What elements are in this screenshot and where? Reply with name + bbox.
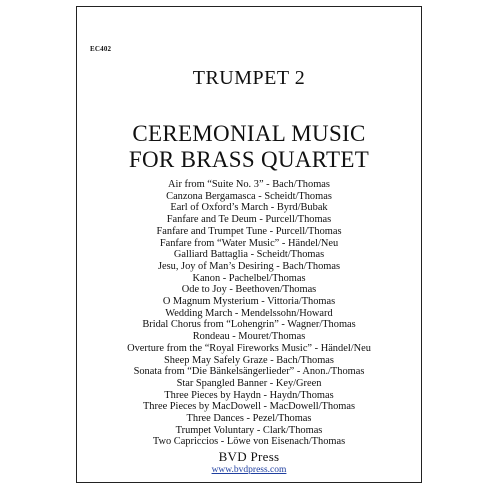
piece-item: Wedding March - Mendelssohn/Howard [165,307,333,319]
piece-item: O Magnum Mysterium - Vittoria/Thomas [162,296,336,308]
piece-item: Air from “Suite No. 3” - Bach/Thomas [168,179,330,190]
part-name: TRUMPET 2 [192,67,306,89]
piece-item: Kanon - Pachelbel/Thomas [192,272,306,284]
piece-item: Overture from the “Royal Fireworks Music” - Händel/Neu [127,342,371,354]
piece-item: Three Pieces by Haydn - Haydn/Thomas [164,389,334,401]
sheet-music-cover [76,6,422,483]
piece-item: Trumpet Voluntary - Clark/Thomas [175,424,323,436]
piece-item: Rondeau - Mouret/Thomas [192,331,306,343]
publisher-name: BVD Press [218,449,280,464]
piece-item: Canzona Bergamasca - Scheidt/Thomas [166,190,332,202]
title-line: FOR BRASS QUARTET [128,147,370,172]
piece-item: Fanfare and Trumpet Tune - Purcell/Thomas [156,225,342,237]
piece-item: Jesu, Joy of Man’s Desiring - Bach/Thomas [157,260,341,272]
piece-item: Three Dances - Pezel/Thomas [186,413,312,425]
publisher-website-link[interactable]: www.bvdpress.com [211,465,287,475]
piece-item: Fanfare from “Water Music” - Händel/Neu [159,237,339,249]
piece-item: Earl of Oxford’s March - Byrd/Bubak [170,202,328,214]
piece-item: Bridal Chorus from “Lohengrin” - Wagner/Thomas [142,319,356,331]
piece-item: Two Capriccios - Löwe von Eisenach/Thomas [152,436,346,448]
collection-title [77,121,421,173]
piece-item: Star Spangled Banner - Key/Green [176,377,322,389]
piece-item: Three Pieces by MacDowell - MacDowell/Thomas [142,401,356,413]
piece-list [77,179,421,448]
title-line: CEREMONIAL MUSIC [132,121,366,146]
piece-item: Fanfare and Te Deum - Purcell/Thomas [166,214,332,226]
catalog-code: EC402 [90,45,112,53]
piece-item: Ode to Joy - Beethoven/Thomas [181,284,317,296]
piece-item: Sheep May Safely Graze - Bach/Thomas [164,354,334,366]
piece-item: Galliard Battaglia - Scheidt/Thomas [173,249,325,261]
piece-item: Sonata from “Die Bänkelsängerlieder” - Anon./Thomas [133,366,365,378]
